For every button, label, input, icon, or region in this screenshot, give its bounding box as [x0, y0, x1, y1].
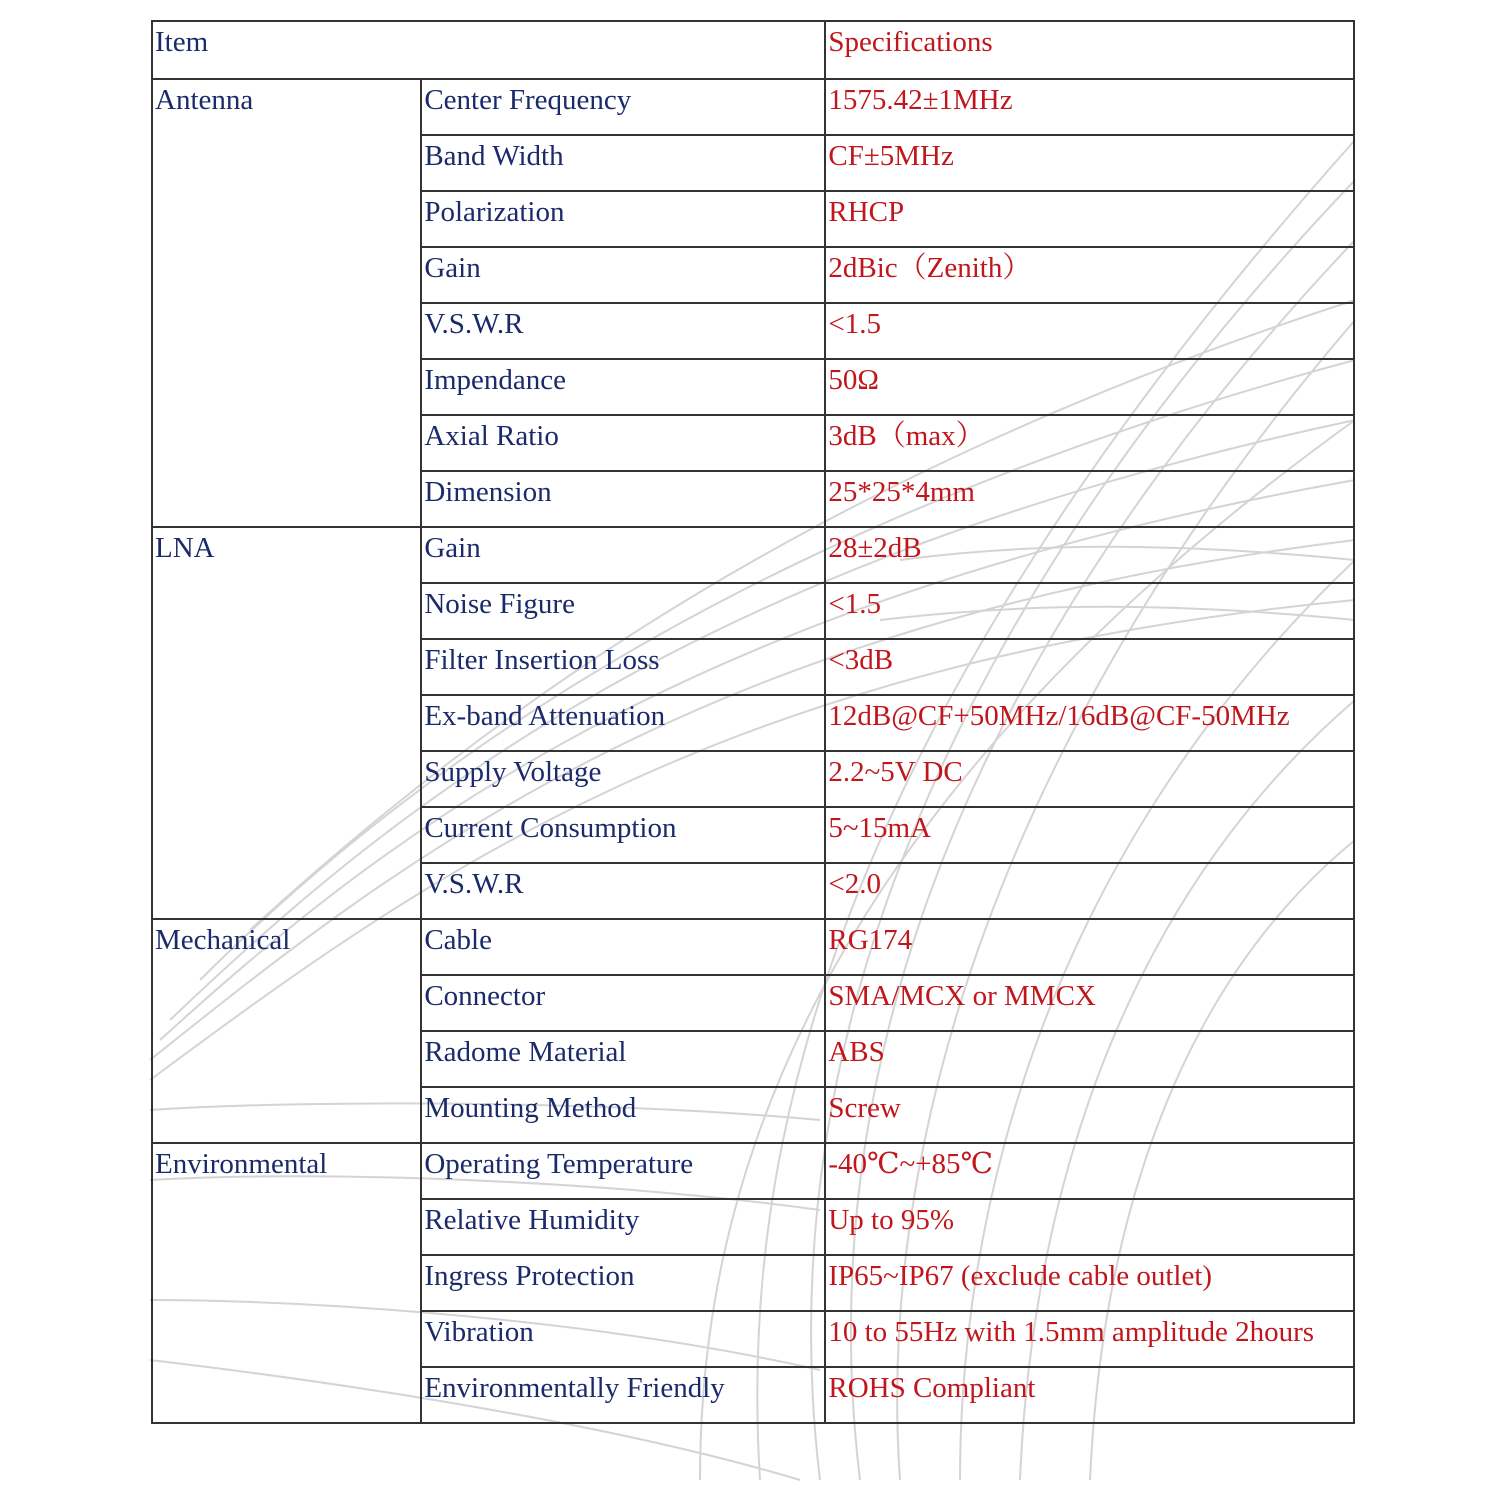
- table-row: [152, 527, 1354, 583]
- parameter-value: RHCP: [825, 191, 1354, 247]
- parameter-value: 28±2dB: [825, 527, 1354, 583]
- parameter-value: RG174: [825, 919, 1354, 975]
- parameter-value: <3dB: [825, 639, 1354, 695]
- group-environmental: Environmental: [152, 1143, 421, 1423]
- parameter-name: Connector: [421, 975, 825, 1031]
- parameter-value: <2.0: [825, 863, 1354, 919]
- header-specifications: Specifications: [825, 21, 1354, 79]
- parameter-value: SMA/MCX or MMCX: [825, 975, 1354, 1031]
- parameter-value: CF±5MHz: [825, 135, 1354, 191]
- parameter-value: 50Ω: [825, 359, 1354, 415]
- specifications-table: [151, 20, 1355, 1424]
- parameter-name: Dimension: [421, 471, 825, 527]
- parameter-name: Center Frequency: [421, 79, 825, 135]
- table-row: [152, 1143, 1354, 1199]
- parameter-value: Up to 95%: [825, 1199, 1354, 1255]
- parameter-name: Axial Ratio: [421, 415, 825, 471]
- group-mechanical: Mechanical: [152, 919, 421, 1143]
- parameter-name: V.S.W.R: [421, 303, 825, 359]
- parameter-name: Environmentally Friendly: [421, 1367, 825, 1423]
- parameter-name: Ex-band Attenuation: [421, 695, 825, 751]
- parameter-value: 10 to 55Hz with 1.5mm amplitude 2hours: [825, 1311, 1354, 1367]
- parameter-name: Gain: [421, 527, 825, 583]
- parameter-name: Current Consumption: [421, 807, 825, 863]
- parameter-name: Polarization: [421, 191, 825, 247]
- parameter-name: Noise Figure: [421, 583, 825, 639]
- parameter-name: Ingress Protection: [421, 1255, 825, 1311]
- parameter-name: Impendance: [421, 359, 825, 415]
- parameter-name: Radome Material: [421, 1031, 825, 1087]
- parameter-value: 3dB（max）: [825, 415, 1354, 471]
- parameter-value: 2dBic（Zenith）: [825, 247, 1354, 303]
- parameter-name: V.S.W.R: [421, 863, 825, 919]
- parameter-value: 2.2~5V DC: [825, 751, 1354, 807]
- parameter-value: 1575.42±1MHz: [825, 79, 1354, 135]
- parameter-name: Operating Temperature: [421, 1143, 825, 1199]
- table-row: [152, 919, 1354, 975]
- parameter-value: 5~15mA: [825, 807, 1354, 863]
- parameter-name: Filter Insertion Loss: [421, 639, 825, 695]
- parameter-name: Vibration: [421, 1311, 825, 1367]
- table-header-row: [152, 21, 1354, 79]
- table-row: [152, 79, 1354, 135]
- parameter-name: Band Width: [421, 135, 825, 191]
- parameter-value: ABS: [825, 1031, 1354, 1087]
- parameter-name: Gain: [421, 247, 825, 303]
- parameter-name: Cable: [421, 919, 825, 975]
- parameter-value: <1.5: [825, 583, 1354, 639]
- parameter-value: ROHS Compliant: [825, 1367, 1354, 1423]
- parameter-value: Screw: [825, 1087, 1354, 1143]
- parameter-value: -40℃~+85℃: [825, 1143, 1354, 1199]
- parameter-value: 12dB@CF+50MHz/16dB@CF-50MHz: [825, 695, 1354, 751]
- parameter-value: 25*25*4mm: [825, 471, 1354, 527]
- header-item: Item: [152, 21, 825, 79]
- parameter-name: Supply Voltage: [421, 751, 825, 807]
- parameter-value: <1.5: [825, 303, 1354, 359]
- parameter-name: Relative Humidity: [421, 1199, 825, 1255]
- parameter-name: Mounting Method: [421, 1087, 825, 1143]
- group-lna: LNA: [152, 527, 421, 919]
- group-antenna: Antenna: [152, 79, 421, 527]
- parameter-value: IP65~IP67 (exclude cable outlet): [825, 1255, 1354, 1311]
